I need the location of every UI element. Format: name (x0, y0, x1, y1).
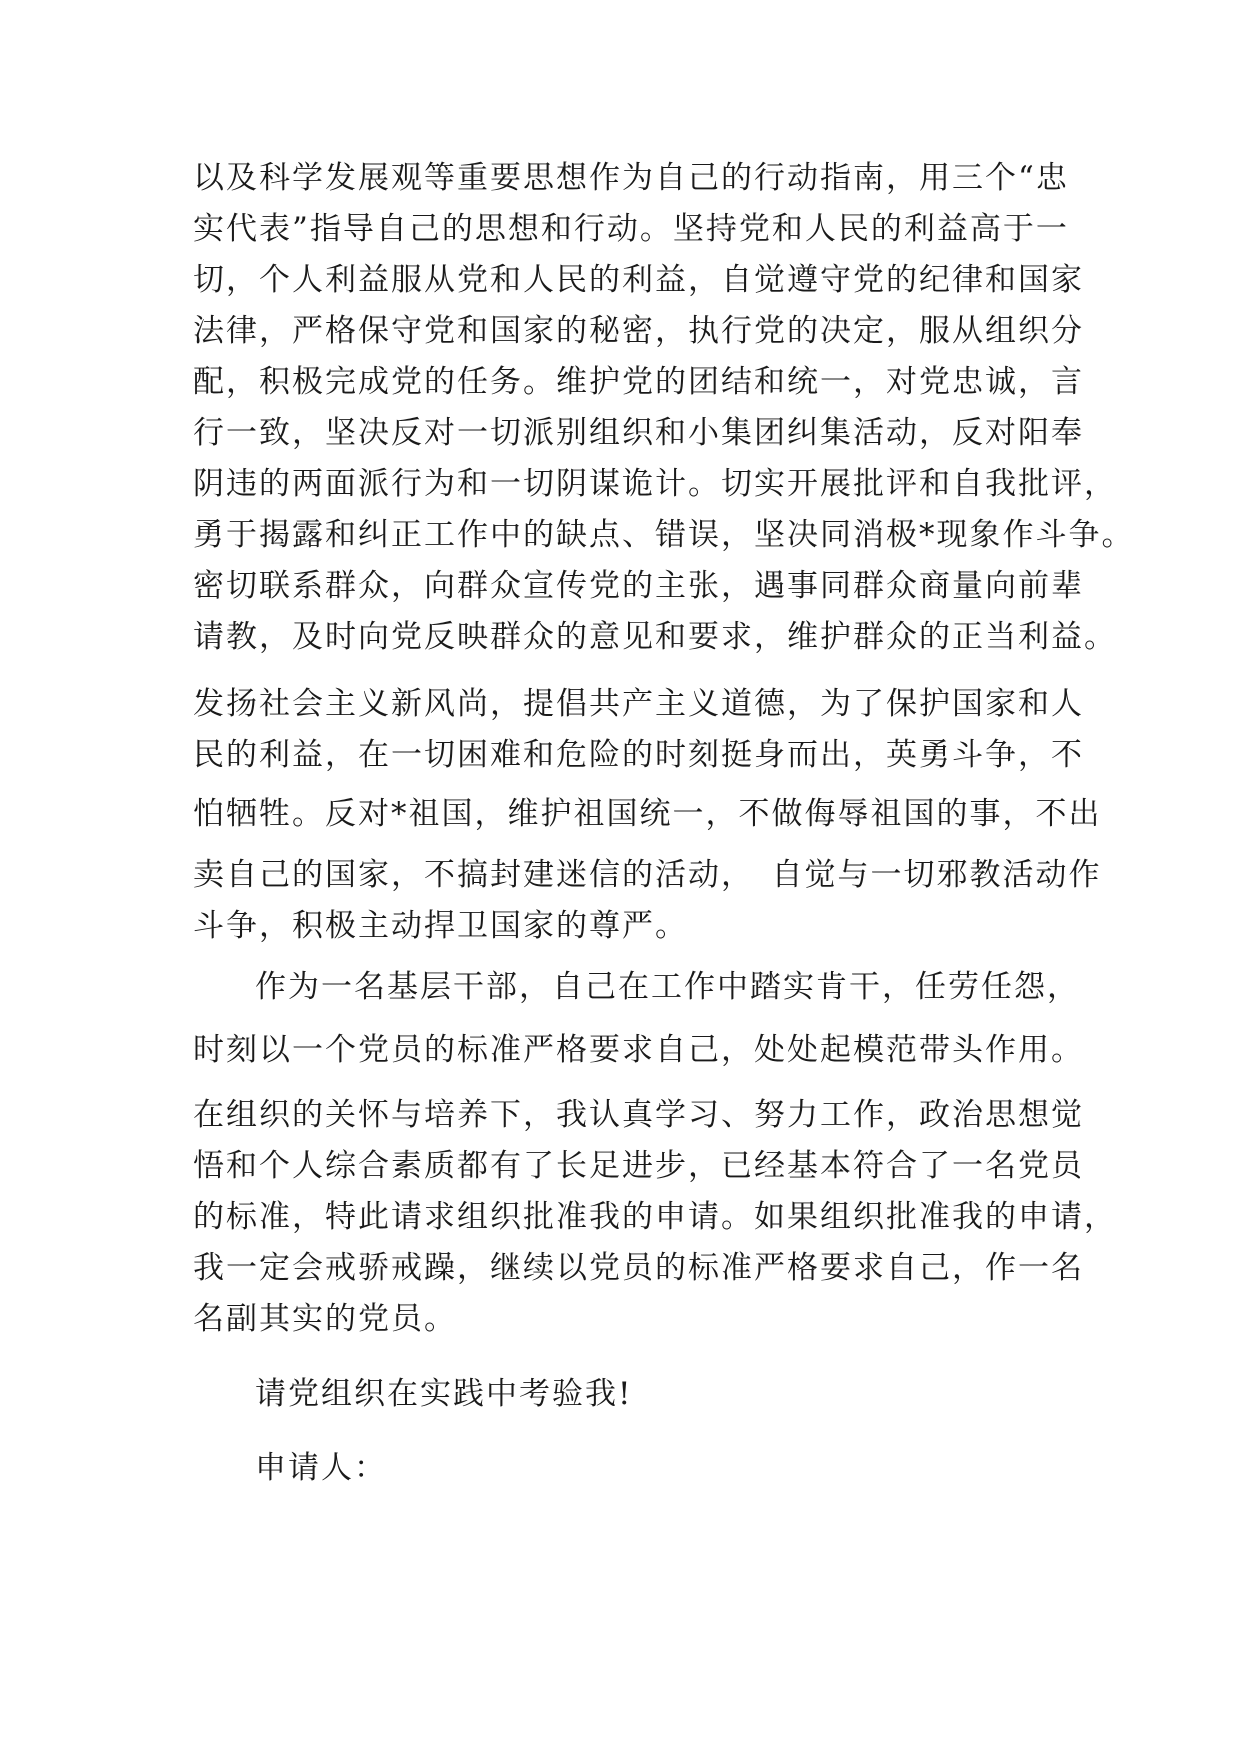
text-line: 名副其实的党员。 (193, 1301, 457, 1337)
text-line: 请教，及时向党反映群众的意见和要求，维护群众的正当利益。 (193, 619, 1117, 655)
text-line: 勇于揭露和纠正工作中的缺点、错误，坚决同消极*现象作斗争。 (193, 517, 1135, 553)
text-line: 行一致，坚决反对一切派别组织和小集团纠集活动，反对阳奉 (193, 415, 1084, 451)
text-line: 怕牺牲。反对*祖国，维护祖国统一，不做侮辱祖国的事，不出 (193, 796, 1102, 832)
text-line: 卖自己的国家，不搞封建迷信的活动， 自觉与一切邪教活动作 (193, 857, 1102, 893)
text-line: 在组织的关怀与培养下，我认真学习、努力工作，政治思想觉 (193, 1097, 1084, 1133)
text-line: 配，积极完成党的任务。维护党的团结和统一，对党忠诚，言 (193, 364, 1084, 400)
text-line: 时刻以一个党员的标准严格要求自己，处处起模范带头作用。 (193, 1032, 1084, 1068)
text-line: 密切联系群众，向群众宣传党的主张，遇事同群众商量向前辈 (193, 568, 1084, 604)
text-line: 法律，严格保守党和国家的秘密，执行党的决定，服从组织分 (193, 313, 1084, 349)
text-line: 悟和个人综合素质都有了长足进步，已经基本符合了一名党员 (193, 1148, 1084, 1184)
text-line: 的标准，特此请求组织批准我的申请。如果组织批准我的申请， (193, 1199, 1117, 1235)
text-line: 请党组织在实践中考验我! (255, 1376, 633, 1412)
text-line: 阴违的两面派行为和一切阴谋诡计。切实开展批评和自我批评， (193, 466, 1117, 502)
text-line: 斗争，积极主动捍卫国家的尊严。 (193, 908, 688, 944)
text-line: 作为一名基层干部，自己在工作中踏实肯干，任劳任怨， (255, 969, 1080, 1005)
text-line: 实代表”指导自己的思想和行动。坚持党和人民的利益高于一 (193, 211, 1069, 247)
text-line: 发扬社会主义新风尚，提倡共产主义道德，为了保护国家和人 (193, 686, 1084, 722)
text-line: 切，个人利益服从党和人民的利益，自觉遵守党的纪律和国家 (193, 262, 1084, 298)
text-line: 民的利益，在一切困难和危险的时刻挺身而出，英勇斗争，不 (193, 737, 1084, 773)
text-line: 我一定会戒骄戒躁，继续以党员的标准严格要求自己，作一名 (193, 1250, 1084, 1286)
text-line: 以及科学发展观等重要思想作为自己的行动指南，用三个“忠 (193, 160, 1069, 196)
signature-label: 申请人： (255, 1450, 387, 1486)
